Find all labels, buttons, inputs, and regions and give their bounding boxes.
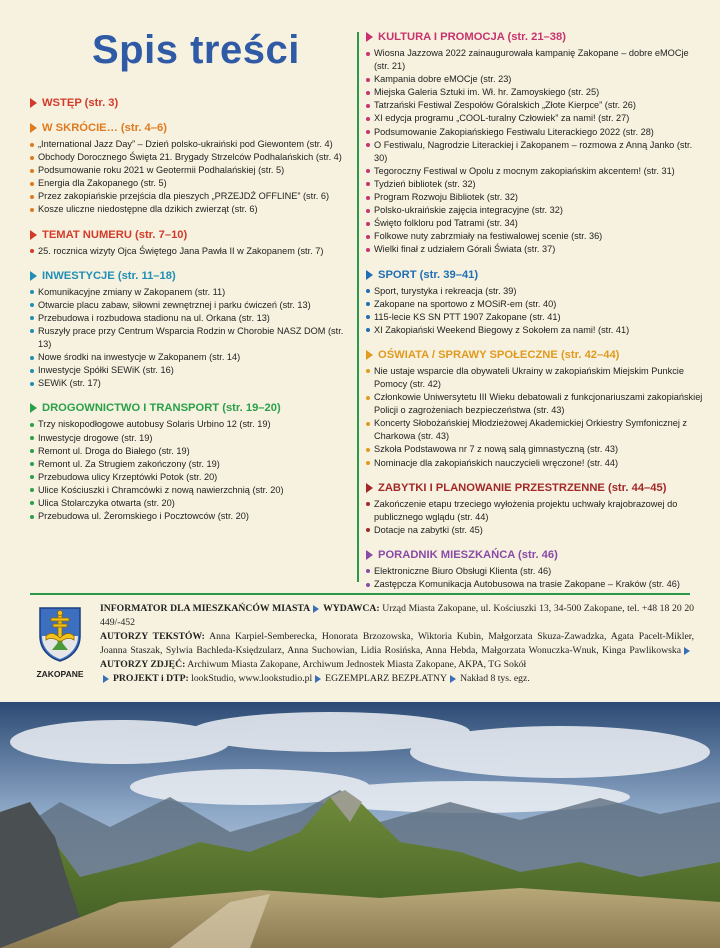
section-heading[interactable] (30, 228, 352, 242)
toc-item-list (366, 285, 706, 337)
section-heading-text: DROGOWNICTWO I TRANSPORT (str. 19–20) (42, 402, 281, 415)
toc-section (30, 96, 352, 110)
section-heading-text: SPORT (str. 39–41) (378, 268, 479, 281)
toc-item[interactable]: Przebudowa i rozbudowa stadionu na ul. Orkana (str. 13) (30, 312, 352, 325)
toc-item[interactable]: Komunikacyjne zmiany w Zakopanem (str. 11) (30, 286, 352, 299)
section-heading[interactable] (30, 121, 352, 135)
arrow-right-icon (30, 98, 37, 108)
toc-right-column (366, 30, 706, 602)
toc-item-list (366, 47, 706, 257)
publisher: Urząd Miasta Zakopane, ul. Kościuszki 13, 34-500 Zakopane, tel. +48 18 20 20 449/-452 (100, 603, 695, 628)
toc-item[interactable]: Podsumowanie Zakopiańskiego Festiwalu Literackiego 2022 (str. 28) (366, 126, 706, 139)
section-heading[interactable] (366, 548, 706, 562)
section-heading-text: PORADNIK MIESZKAŃCA (str. 46) (378, 548, 558, 561)
toc-section (30, 401, 352, 523)
toc-item[interactable]: Ruszyły prace przy Centrum Wsparcia Rodzin w Chorobie NASZ DOM (str. 13) (30, 325, 352, 351)
section-heading[interactable] (30, 401, 352, 415)
arrow-right-icon (450, 675, 456, 683)
toc-item[interactable]: XI Zakopiański Weekend Biegowy z Sokołem za nami! (str. 41) (366, 324, 706, 337)
toc-item[interactable]: Inwestycje Spółki SEWiK (str. 16) (30, 364, 352, 377)
arrow-right-icon (366, 350, 373, 360)
toc-item[interactable]: XI edycja programu „COOL-turalny Człowiek” za nami! (str. 27) (366, 112, 706, 125)
toc-item[interactable]: Nie ustaje wsparcie dla obywateli Ukrainy w zakopiańskim Miejskim Punkcie Pomocy (str. 42) (366, 365, 706, 391)
section-heading[interactable] (366, 481, 706, 495)
arrow-right-icon (366, 550, 373, 560)
section-heading[interactable] (366, 268, 706, 282)
page-title: Spis treści (92, 28, 300, 72)
toc-item[interactable]: Zastępcza Komunikacja Autobusowa na trasie Zakopane – Kraków (str. 46) (366, 578, 706, 591)
toc-item[interactable]: Tydzień bibliotek (str. 32) (366, 178, 706, 191)
impressum-footer (30, 602, 694, 694)
toc-item[interactable]: Polsko-ukraińskie zajęcia integracyjne (str. 32) (366, 204, 706, 217)
authors-label: AUTORZY TEKSTÓW: (100, 631, 205, 642)
toc-item[interactable]: Inwestycje drogowe (str. 19) (30, 432, 352, 445)
toc-item[interactable]: Tegoroczny Festiwal w Opolu z mocnym zakopiańskim akcentem! (str. 31) (366, 165, 706, 178)
toc-item[interactable]: Kampania dobre eMOCje (str. 23) (366, 73, 706, 86)
authors: Anna Karpiel-Semberecka, Honorata Brzozowska, Wiktoria Kubin, Małgorzata Skuza-Zawadzka, Agata Pacelt-Mikler, Joanna Staszak, Sylwia Bachleda-Księdzularz, Anna Suchowian, Lidia Rosińska, Anna Hebda, Małgorzata Wonuczka-Wnuk, Kinga Pawlikowska (100, 631, 695, 656)
toc-item[interactable]: Wiosna Jazzowa 2022 zainaugurowała kampanię Zakopane – dobre eMOCje (str. 21) (366, 47, 706, 73)
toc-item[interactable]: Święto folkloru pod Tatrami (str. 34) (366, 217, 706, 230)
toc-item[interactable]: Energia dla Zakopanego (str. 5) (30, 177, 352, 190)
arrow-right-icon (30, 230, 37, 240)
toc-item[interactable]: Otwarcie placu zabaw, siłowni zewnętrznej i parku ćwiczeń (str. 13) (30, 299, 352, 312)
photos: Archiwum Miasta Zakopane, Archiwum Jednostek Miasta Zakopane, AKPA, TG Sokół (187, 659, 527, 670)
arrow-right-icon (684, 647, 690, 655)
toc-item-list (366, 565, 706, 591)
dtp-label: PROJEKT i DTP: (113, 673, 189, 684)
toc-item[interactable]: Remont ul. Droga do Białego (str. 19) (30, 445, 352, 458)
photos-label: AUTORZY ZDJĘĆ: (100, 659, 186, 670)
toc-item-list (30, 418, 352, 523)
publisher-label: WYDAWCA: (323, 603, 380, 614)
arrow-right-icon (366, 483, 373, 493)
toc-item-list (30, 245, 352, 258)
section-heading-text: TEMAT NUMERU (str. 7–10) (42, 228, 188, 241)
toc-item[interactable]: Remont ul. Za Strugiem zakończony (str. 19) (30, 458, 352, 471)
toc-item[interactable]: Dotacje na zabytki (str. 45) (366, 524, 706, 537)
column-divider (357, 32, 359, 582)
section-heading-text: KULTURA I PROMOCJA (str. 21–38) (378, 31, 566, 43)
section-heading[interactable] (30, 269, 352, 283)
toc-item[interactable]: Kosze uliczne niedostępne dla dzikich zwierząt (str. 6) (30, 203, 352, 216)
toc-item[interactable]: Szkoła Podstawowa nr 7 z nową salą gimnastyczną (str. 43) (366, 443, 706, 456)
arrow-right-icon (366, 270, 373, 280)
section-heading-text: INWESTYCJE (str. 11–18) (42, 269, 176, 282)
toc-item-list (30, 286, 352, 391)
toc-section (30, 269, 352, 391)
section-heading[interactable] (366, 348, 706, 362)
toc-section (30, 121, 352, 217)
toc-item[interactable]: Przebudowa ul. Żeromskiego i Pocztowców (str. 20) (30, 510, 352, 523)
mountain-landscape-photo (0, 702, 720, 948)
toc-item[interactable]: Nominacje dla zakopiańskich nauczycieli wręczone! (str. 44) (366, 457, 706, 470)
section-heading-text: W SKRÓCIE… (str. 4–6) (42, 122, 167, 134)
toc-item[interactable]: Nowe środki na inwestycje w Zakopanem (str. 14) (30, 351, 352, 364)
toc-item[interactable]: Obchody Dorocznego Święta 21. Brygady Strzelców Podhalańskich (str. 4) (30, 151, 352, 164)
toc-item[interactable]: 115-lecie KS SN PTT 1907 Zakopane (str. 41) (366, 311, 706, 324)
toc-item[interactable]: O Festiwalu, Nagrodzie Literackiej i Zakopanem – rozmowa z Anną Janko (str. 30) (366, 139, 706, 165)
toc-item-list (30, 138, 352, 217)
arrow-right-icon (313, 605, 319, 613)
section-heading[interactable] (366, 30, 706, 44)
toc-item[interactable]: Koncerty Słobożańskiej Młodzieżowej Akademickiej Orkiestry Symfonicznej z Charkowa (str. 43) (366, 417, 706, 443)
arrow-right-icon (103, 675, 109, 683)
circulation: Nakład 8 tys. egz. (460, 673, 530, 684)
toc-item[interactable]: Elektroniczne Biuro Obsługi Klienta (str. 46) (366, 565, 706, 578)
toc-section (366, 268, 706, 337)
toc-item[interactable]: Zakopane na sportowo z MOSiR-em (str. 40) (366, 298, 706, 311)
section-heading-text: ZABYTKI I PLANOWANIE PRZESTRZENNE (str. 44–45) (378, 481, 667, 494)
toc-item[interactable]: Zakończenie etapu trzeciego wyłożenia projektu uchwały krajobrazowej do publicznego wglądu (str. 44) (366, 498, 706, 524)
toc-section (30, 228, 352, 258)
toc-item[interactable]: SEWiK (str. 17) (30, 377, 352, 390)
footer-divider (30, 593, 690, 595)
arrow-right-icon (30, 271, 37, 281)
arrow-right-icon (315, 675, 321, 683)
arrow-right-icon (30, 403, 37, 413)
section-heading-text: WSTĘP (str. 3) (42, 97, 119, 109)
city-crest (30, 606, 90, 684)
toc-section (366, 348, 706, 470)
arrow-right-icon (366, 32, 373, 42)
toc-section (366, 548, 706, 591)
toc-item[interactable]: „International Jazz Day” – Dzień polsko-ukraiński pod Giewontem (str. 4) (30, 138, 352, 151)
toc-item[interactable]: Trzy niskopodłogowe autobusy Solaris Urbino 12 (str. 19) (30, 418, 352, 431)
toc-item[interactable]: Ulica Stolarczyka otwarta (str. 20) (30, 497, 352, 510)
toc-item[interactable]: Program Rozwoju Bibliotek (str. 32) (366, 191, 706, 204)
toc-item-list (366, 498, 706, 537)
crest-shield-icon (38, 606, 82, 662)
toc-left-column (30, 96, 352, 534)
section-heading[interactable] (30, 96, 352, 110)
toc-item[interactable]: Wielki finał z udziałem Górali Świata (str. 37) (366, 243, 706, 256)
toc-item[interactable]: Przez zakopiańskie przejścia dla pieszych „PRZEJDŹ OFFLINE” (str. 6) (30, 190, 352, 203)
toc-item[interactable]: Folkowe nuty zabrzmiały na festiwalowej scenie (str. 36) (366, 230, 706, 243)
toc-item[interactable]: Przebudowa ulicy Krzeptówki Potok (str. 20) (30, 471, 352, 484)
arrow-right-icon (30, 123, 37, 133)
free-copy: EGZEMPLARZ BEZPŁATNY (325, 673, 448, 684)
toc-item[interactable]: Tatrzański Festiwal Zespołów Góralskich „Złote Kierpce” (str. 26) (366, 99, 706, 112)
toc-item[interactable]: Członkowie Uniwersytetu III Wieku debatowali z funkcjonariuszami zakopiańskiej Policji o zagrożeniach bezpieczeństwa (str. 43) (366, 391, 706, 417)
impressum-text (100, 602, 694, 686)
toc-item-list (366, 365, 706, 470)
toc-item[interactable]: Miejska Galeria Sztuki im. Wł. hr. Zamoyskiego (str. 25) (366, 86, 706, 99)
toc-item[interactable]: Sport, turystyka i rekreacja (str. 39) (366, 285, 706, 298)
info-label: INFORMATOR DLA MIESZKAŃCÓW MIASTA (100, 603, 311, 614)
toc-section (366, 30, 706, 257)
section-heading-text: OŚWIATA / SPRAWY SPOŁECZNE (str. 42–44) (378, 348, 620, 361)
toc-item[interactable]: 25. rocznica wizyty Ojca Świętego Jana Pawła II w Zakopanem (str. 7) (30, 245, 352, 258)
toc-item[interactable]: Podsumowanie roku 2021 w Geotermii Podhalańskiej (str. 5) (30, 164, 352, 177)
crest-label: ZAKOPANE (36, 669, 84, 679)
toc-section (366, 481, 706, 537)
toc-item[interactable]: Ulice Kościuszki i Chramcówki z nową nawierzchnią (str. 20) (30, 484, 352, 497)
dtp: lookStudio, www.lookstudio.pl (191, 673, 313, 684)
